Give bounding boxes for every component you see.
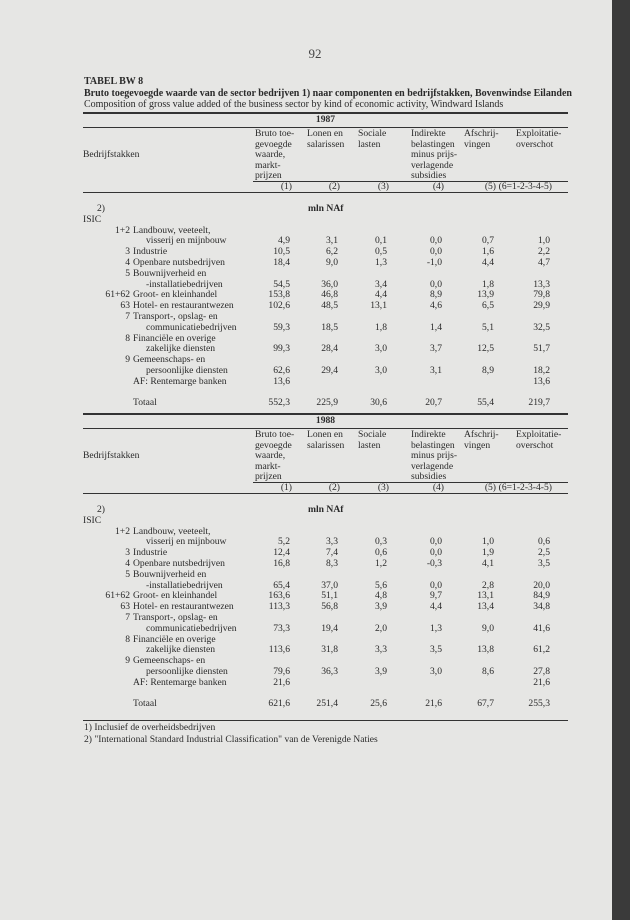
cell-value: 25,6 [370,698,387,710]
row-label: Gemeenschaps- en [133,655,206,667]
row-label: Openbare nutsbedrijven [133,558,225,569]
cell-value: 4,7 [538,257,550,268]
column-header-line: belastingen [411,439,455,451]
row-label: Landbouw, veeteelt, [133,224,211,236]
cell-value: 12,5 [477,343,494,355]
note-ref: 2) [97,203,105,214]
cell-value: 0,5 [375,246,387,258]
cell-value: 36,3 [321,666,338,677]
isic-code: 3 [125,246,130,258]
row-label: Financiële en overige [133,332,216,344]
isic-code: 63 [120,300,130,312]
cell-value: 3,3 [375,644,387,656]
column-header-line: minus prijs- [411,450,458,461]
column-header-line: belastingen [411,138,455,150]
row-label: visserij en mijnbouw [146,235,227,247]
cell-value: 3,5 [538,558,550,569]
column-number: (3) [377,482,389,493]
row-label: communicatiebedrijven [146,321,237,333]
cell-value: 1,0 [482,536,494,548]
row-label: Transport-, opslag- en [133,612,218,623]
cell-value: 7,4 [326,547,338,559]
cell-value: 99,3 [273,343,290,355]
column-header-line: prijzen [255,170,282,181]
cell-value: 3,9 [375,666,387,677]
cell-value: 20,0 [533,579,550,591]
cell-value: 5,2 [278,536,290,548]
cell-value: 1,0 [538,235,550,247]
cell-value: -0,3 [426,558,442,569]
column-header-line: vingen [464,138,491,150]
isic-code: 5 [125,267,130,279]
cell-value: 3,4 [375,278,387,290]
header-bottom-rule [83,192,568,193]
footnote-divider [83,720,568,721]
column-header-line: Indirekte [411,429,446,440]
cell-value: 13,1 [477,590,494,602]
column-number: (2) [328,482,340,493]
cell-value: 59,3 [273,321,290,333]
column-header-line: Afschrij- [464,128,499,139]
table-block-1988 [83,413,568,713]
cell-value: 3,0 [430,666,442,677]
header-rule [253,482,568,483]
page-number: 92 [308,46,322,61]
column-header-line: Afschrij- [464,429,499,440]
cell-value: 30,6 [370,397,387,409]
header-bottom-rule [83,493,568,494]
row-label: -installatiebedrijven [146,278,223,290]
cell-value: 225,9 [316,397,338,409]
cell-value: 13,8 [477,644,494,656]
cell-value: 56,8 [321,601,338,613]
isic-code: 8 [125,332,130,344]
cell-value: 0,6 [538,536,550,548]
scan-edge [612,0,630,920]
cell-value: 12,4 [273,547,290,559]
row-label: zakelijke diensten [146,644,215,656]
cell-value: 102,6 [268,300,290,312]
column-header-line: lasten [358,439,381,451]
cell-value: -1,0 [426,257,442,268]
cell-value: 251,4 [316,698,338,710]
cell-value: 0,3 [375,536,387,548]
cell-value: 79,6 [273,666,290,677]
note-ref: 2) [97,504,105,515]
cell-value: 3,7 [430,343,442,355]
isic-code: 61+62 [105,289,130,301]
column-number: (4) [432,181,444,192]
cell-value: 4,8 [375,590,387,602]
cell-value: 8,9 [430,289,442,301]
total-row [83,699,568,710]
cell-value: 13,6 [273,375,290,387]
column-number: (6=1-2-3-4-5) [498,482,552,493]
row-label: Financiële en overige [133,633,216,645]
table-title-nl: Bruto toegevoegde waarde van de sector bedrijven 1) naar componenten en bedrijfstakken, Bovenwindse Eilanden [84,88,572,99]
column-header-line: subsidies [411,170,447,181]
column-number: (2) [328,181,340,192]
cell-value: 1,2 [375,558,387,569]
cell-value: 552,3 [268,397,290,409]
column-header-line: subsidies [411,471,447,482]
footnote-1: 1) Inclusief de overheidsbedrijven [84,722,216,733]
cell-value: 3,9 [375,601,387,613]
cell-value: 3,3 [326,536,338,548]
cell-value: 21,6 [425,698,442,710]
column-header-line: salarissen [307,439,345,451]
cell-value: 73,3 [273,622,290,634]
cell-value: 46,8 [321,289,338,301]
cell-value: 1,4 [430,321,442,333]
cell-value: 1,9 [482,547,494,559]
cell-value: 65,4 [273,579,290,591]
cell-value: 4,1 [482,558,494,569]
column-number: (4) [432,482,444,493]
cell-value: 29,9 [533,300,550,312]
cell-value: 0,1 [375,235,387,247]
column-header-line: lasten [358,138,381,150]
cell-value: 13,1 [370,300,387,312]
cell-value: 8,3 [326,558,338,569]
cell-value: 13,6 [533,375,550,387]
column-header-line: Indirekte [411,128,446,139]
row-label: Gemeenschaps- en [133,354,206,366]
table-row [83,377,568,388]
cell-value: 54,5 [273,278,290,290]
table-row [83,570,568,581]
isic-code: 1+2 [114,224,130,236]
cell-value: 18,5 [321,321,338,333]
cell-value: 219,7 [528,397,550,409]
cell-value: 9,0 [326,257,338,268]
cell-value: 8,9 [482,365,494,376]
row-label: Hotel- en restaurantwezen [133,601,234,613]
cell-value: 0,7 [482,235,494,247]
isic-row [83,215,568,226]
cell-value: 3,0 [375,365,387,376]
isic-code: 4 [125,257,130,268]
cell-value: 32,5 [533,321,550,333]
cell-value: 113,3 [268,601,290,613]
cell-value: 3,5 [430,644,442,656]
row-label: Openbare nutsbedrijven [133,257,225,268]
cell-value: 163,6 [268,590,290,602]
total-label: Totaal [133,698,157,710]
row-label: Groot- en kleinhandel [133,289,218,301]
column-header-line: Exploitatie- [516,429,562,440]
column-header-line: Sociale [358,429,387,440]
row-label: zakelijke diensten [146,343,215,355]
row-header: Bedrijfstakken [83,149,140,160]
isic-code: 61+62 [105,590,130,602]
row-label: Hotel- en restaurantwezen [133,300,234,312]
column-header-line: verlagende [411,460,454,472]
cell-value: 10,5 [273,246,290,258]
cell-value: 31,8 [321,644,338,656]
column-header-line: markt- [255,159,281,171]
unit-row [83,204,568,215]
cell-value: 0,0 [430,547,442,559]
column-header-line: prijzen [255,471,282,482]
cell-value: 9,7 [430,590,442,602]
cell-value: 67,7 [477,698,494,710]
cell-value: 2,0 [375,622,387,634]
table-row-continuation [83,624,568,635]
column-header-line: gevoegde [255,138,292,150]
cell-value: 0,0 [430,536,442,548]
cell-value: 37,0 [321,579,338,591]
isic-code: 63 [120,601,130,613]
column-header-line: Lonen en [307,429,343,440]
column-header-line: Lonen en [307,128,343,139]
unit-row [83,505,568,516]
cell-value: 4,9 [278,235,290,247]
row-label: persoonlijke diensten [146,365,228,376]
cell-value: 79,8 [533,289,550,301]
cell-value: 2,5 [538,547,550,559]
cell-value: 6,5 [482,300,494,312]
cell-value: 19,4 [321,622,338,634]
row-label: visserij en mijnbouw [146,536,227,548]
column-header-line: verlagende [411,159,454,171]
row-label: Transport-, opslag- en [133,311,218,322]
cell-value: 255,3 [528,698,550,710]
isic-label: ISIC [83,514,102,526]
row-label: Industrie [133,246,168,258]
cell-value: 13,3 [533,278,550,290]
row-label: Landbouw, veeteelt, [133,525,211,537]
cell-value: 0,0 [430,246,442,258]
isic-code: 9 [125,655,130,667]
cell-value: 2,2 [538,246,550,258]
cell-value: 0,0 [430,278,442,290]
cell-value: 84,9 [533,590,550,602]
row-label: Industrie [133,547,168,559]
isic-code: 5 [125,568,130,580]
column-header-line: gevoegde [255,439,292,451]
cell-value: 13,4 [477,601,494,613]
cell-value: 62,6 [273,365,290,376]
cell-value: 153,8 [268,289,290,301]
row-header: Bedrijfstakken [83,450,140,461]
cell-value: 20,7 [425,397,442,409]
column-header-line: Exploitatie- [516,128,562,139]
cell-value: 13,9 [477,289,494,301]
isic-label: ISIC [83,213,102,225]
row-label: persoonlijke diensten [146,666,228,677]
cell-value: 21,6 [533,676,550,688]
column-header-line: Bruto toe- [255,429,295,440]
cell-value: 18,4 [273,257,290,268]
cell-value: 5,6 [375,579,387,591]
cell-value: 55,4 [477,397,494,409]
row-label: Groot- en kleinhandel [133,590,218,602]
column-header-line: Bruto toe- [255,128,295,139]
year-label: 1988 [315,415,336,426]
cell-value: 3,0 [375,343,387,355]
cell-value: 1,3 [430,622,442,634]
footnote-2: 2) "International Standard Industrial Classification" van de Verenigde Naties [84,734,378,745]
cell-value: 21,6 [273,676,290,688]
column-header-line: salarissen [307,138,345,150]
column-number: (5) [484,181,496,192]
isic-code: 4 [125,558,130,569]
total-label: Totaal [133,397,157,409]
column-header-line: Sociale [358,128,387,139]
cell-value: 0,0 [430,235,442,247]
cell-value: 16,8 [273,558,290,569]
isic-code: 1+2 [114,525,130,537]
row-label: Bouwnijverheid en [133,568,207,580]
isic-code: 3 [125,547,130,559]
table-row-continuation [83,323,568,334]
column-number: (1) [280,181,292,192]
cell-value: 9,0 [482,622,494,634]
cell-value: 28,4 [321,343,338,355]
cell-value: 3,1 [326,235,338,247]
cell-value: 4,4 [430,601,442,613]
isic-code: 9 [125,354,130,366]
cell-value: 4,4 [482,257,494,268]
cell-value: 0,0 [430,579,442,591]
row-label: Bouwnijverheid en [133,267,207,279]
column-header-line: waarde, [255,149,286,160]
column-header-line: minus prijs- [411,149,458,160]
column-number: (1) [280,482,292,493]
column-header-line: vingen [464,439,491,451]
cell-value: 61,2 [533,644,550,656]
cell-value: 51,7 [533,343,550,355]
column-number: (5) [484,482,496,493]
cell-value: 51,1 [321,590,338,602]
cell-value: 34,8 [533,601,550,613]
cell-value: 8,6 [482,666,494,677]
cell-value: 29,4 [321,365,338,376]
unit-label: mln NAf [308,203,344,214]
cell-value: 36,0 [321,278,338,290]
table-title-en: Composition of gross value added of the business sector by kind of economic activity, Windward Islands [84,99,504,110]
column-header-line: overschot [516,138,554,150]
cell-value: 41,6 [533,622,550,634]
table-row [83,269,568,280]
isic-row [83,516,568,527]
cell-value: 1,6 [482,246,494,258]
row-label: AF: Rentemarge banken [133,676,227,688]
cell-value: 4,4 [375,289,387,301]
cell-value: 6,2 [326,246,338,258]
table-id: TABEL BW 8 [84,76,144,87]
cell-value: 113,6 [268,644,290,656]
isic-code: 8 [125,633,130,645]
cell-value: 5,1 [482,321,494,333]
column-header-line: markt- [255,460,281,472]
column-header-line: waarde, [255,450,286,461]
column-number: (3) [377,181,389,192]
cell-value: 48,5 [321,300,338,312]
row-label: -installatiebedrijven [146,579,223,591]
column-number: (6=1-2-3-4-5) [498,181,552,192]
table-block-1987 [83,112,568,412]
cell-value: 18,2 [533,365,550,376]
column-header-line: overschot [516,439,554,451]
year-label: 1987 [315,114,336,125]
header-rule [253,181,568,182]
isic-code: 7 [125,311,130,322]
cell-value: 27,8 [533,666,550,677]
cell-value: 3,1 [430,365,442,376]
cell-value: 4,6 [430,300,442,312]
row-label: communicatiebedrijven [146,622,237,634]
cell-value: 1,8 [375,321,387,333]
cell-value: 621,6 [268,698,290,710]
row-label: AF: Rentemarge banken [133,375,227,387]
cell-value: 1,3 [375,257,387,268]
table-row [83,678,568,689]
total-row [83,398,568,409]
unit-label: mln NAf [308,504,344,515]
cell-value: 1,8 [482,278,494,290]
cell-value: 2,8 [482,579,494,591]
cell-value: 0,6 [375,547,387,559]
isic-code: 7 [125,612,130,623]
